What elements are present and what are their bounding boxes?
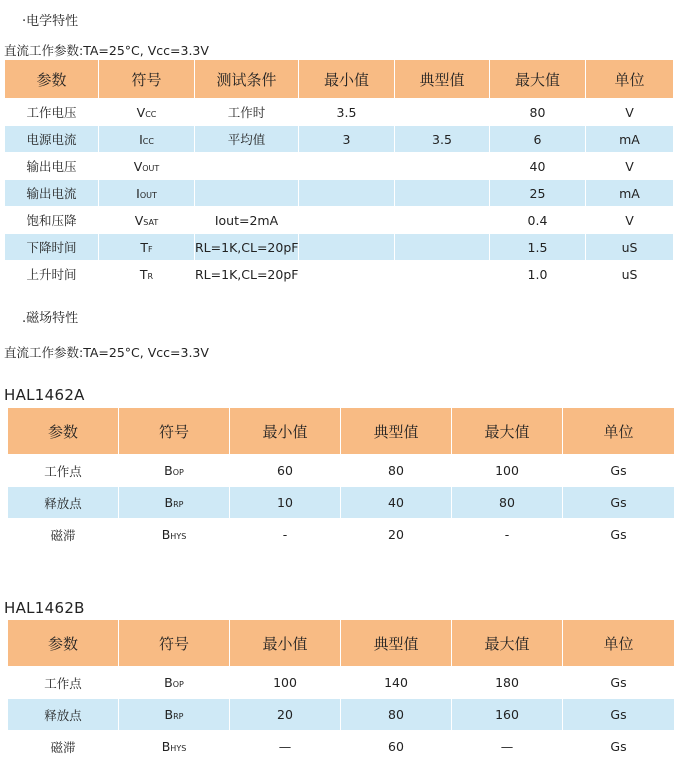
unit-cell: Gs: [563, 487, 675, 519]
symbol-letter: B: [164, 463, 173, 478]
typ-cell: 80: [341, 455, 452, 487]
typ-cell: [395, 153, 490, 180]
min-cell: -: [230, 519, 341, 551]
symbol-subscript: CC: [142, 136, 154, 146]
unit-cell: V: [586, 207, 674, 234]
header-cell: 最小值: [299, 60, 395, 99]
max-cell: 0.4: [490, 207, 586, 234]
max-cell: —: [452, 731, 563, 763]
cond-cell: RL=1K,CL=20pF: [195, 234, 299, 261]
table-row: [5, 234, 674, 261]
max-cell: 25: [490, 180, 586, 207]
symbol-subscript: OUT: [142, 163, 160, 173]
unit-cell: V: [586, 99, 674, 126]
symbol-subscript: RP: [173, 500, 184, 509]
unit-cell: uS: [586, 261, 674, 288]
table-row: [8, 487, 675, 519]
header-cell: 最大值: [490, 60, 586, 99]
header-cell: 参数: [8, 620, 119, 667]
min-cell: [299, 234, 395, 261]
min-cell: 3.5: [299, 99, 395, 126]
electrical-heading: ·电学特性: [22, 14, 79, 29]
param-cell: 工作点: [8, 455, 119, 487]
header-cell: 最小值: [230, 408, 341, 455]
typ-cell: 60: [341, 731, 452, 763]
unit-cell: Gs: [563, 731, 675, 763]
max-cell: 40: [490, 153, 586, 180]
typ-cell: 20: [341, 519, 452, 551]
hal1462a-title: HAL1462A: [4, 386, 85, 404]
header-cell: 符号: [119, 408, 230, 455]
typ-cell: [395, 207, 490, 234]
typ-cell: [395, 261, 490, 288]
typ-cell: 140: [341, 667, 452, 699]
symbol-cell: [99, 234, 195, 261]
unit-cell: Gs: [563, 699, 675, 731]
unit-cell: Gs: [563, 455, 675, 487]
typ-cell: [395, 99, 490, 126]
symbol-subscript: RP: [173, 712, 184, 721]
min-cell: [299, 180, 395, 207]
cond-cell: Iout=2mA: [195, 207, 299, 234]
param-cell: 电源电流: [5, 126, 99, 153]
symbol-subscript: CC: [145, 109, 157, 119]
param-cell: 工作电压: [5, 99, 99, 126]
max-cell: 1.0: [490, 261, 586, 288]
typ-cell: [395, 180, 490, 207]
symbol-cell: [119, 731, 230, 763]
symbol-letter: V: [133, 158, 143, 174]
symbol-letter: V: [134, 212, 144, 228]
magnetic-heading: .磁场特性: [22, 311, 79, 326]
min-cell: 60: [230, 455, 341, 487]
min-cell: —: [230, 731, 341, 763]
unit-cell: uS: [586, 234, 674, 261]
table-row: [5, 261, 674, 288]
symbol-cell: [119, 487, 230, 519]
symbol-letter: V: [136, 104, 146, 120]
param-cell: 下降时间: [5, 234, 99, 261]
symbol-cell: [119, 699, 230, 731]
max-cell: 80: [452, 487, 563, 519]
header-cell: 最大值: [452, 620, 563, 667]
cond-cell: 工作时: [195, 99, 299, 126]
table-row: [8, 455, 675, 487]
table-header-row: [8, 620, 675, 667]
header-cell: 典型值: [341, 620, 452, 667]
table-header-row: [5, 60, 674, 99]
symbol-subscript: HYS: [170, 744, 187, 753]
hal1462b-title: HAL1462B: [4, 599, 85, 617]
cond-cell: [195, 180, 299, 207]
header-cell: 单位: [563, 620, 675, 667]
symbol-cell: [99, 99, 195, 126]
symbol-subscript: SAT: [143, 217, 159, 227]
hal1462a-table-body: [8, 455, 675, 551]
max-cell: 80: [490, 99, 586, 126]
symbol-cell: [119, 519, 230, 551]
typ-cell: 40: [341, 487, 452, 519]
header-cell: 单位: [563, 408, 675, 455]
symbol-subscript: HYS: [170, 532, 187, 541]
table-row: [5, 126, 674, 153]
symbol-cell: [99, 153, 195, 180]
table-row: [5, 153, 674, 180]
symbol-letter: I: [136, 185, 140, 201]
table-row: [8, 667, 675, 699]
min-cell: 100: [230, 667, 341, 699]
param-cell: 释放点: [8, 487, 119, 519]
min-cell: 10: [230, 487, 341, 519]
symbol-cell: [99, 207, 195, 234]
table-row: [5, 207, 674, 234]
symbol-cell: [119, 667, 230, 699]
header-cell: 参数: [8, 408, 119, 455]
magnetic-conditions: 直流工作参数:TA=25°C, Vcc=3.3V: [4, 345, 209, 360]
symbol-subscript: OP: [172, 468, 184, 477]
symbol-subscript: OUT: [139, 190, 157, 200]
header-cell: 最小值: [230, 620, 341, 667]
unit-cell: mA: [586, 126, 674, 153]
hal1462b-table-body: [8, 667, 675, 763]
symbol-letter: B: [161, 527, 171, 542]
min-cell: [299, 153, 395, 180]
param-cell: 磁滞: [8, 519, 119, 551]
table-row: [5, 180, 674, 207]
unit-cell: V: [586, 153, 674, 180]
max-cell: -: [452, 519, 563, 551]
typ-cell: 80: [341, 699, 452, 731]
hal1462b-table: [7, 619, 675, 763]
symbol-cell: [119, 455, 230, 487]
header-cell: 符号: [99, 60, 195, 99]
min-cell: [299, 261, 395, 288]
min-cell: 20: [230, 699, 341, 731]
symbol-subscript: R: [147, 271, 154, 281]
cond-cell: [195, 153, 299, 180]
max-cell: 180: [452, 667, 563, 699]
param-cell: 工作点: [8, 667, 119, 699]
electrical-table-body: [5, 99, 674, 288]
table-row: [5, 99, 674, 126]
symbol-letter: B: [164, 495, 174, 510]
max-cell: 100: [452, 455, 563, 487]
symbol-cell: [99, 180, 195, 207]
param-cell: 释放点: [8, 699, 119, 731]
min-cell: [299, 207, 395, 234]
param-cell: 输出电流: [5, 180, 99, 207]
cond-cell: 平均值: [195, 126, 299, 153]
electrical-table: [4, 59, 674, 288]
header-cell: 典型值: [395, 60, 490, 99]
unit-cell: Gs: [563, 667, 675, 699]
typ-cell: 3.5: [395, 126, 490, 153]
header-cell: 测试条件: [195, 60, 299, 99]
symbol-letter: T: [139, 266, 148, 282]
max-cell: 6: [490, 126, 586, 153]
typ-cell: [395, 234, 490, 261]
unit-cell: mA: [586, 180, 674, 207]
header-cell: 符号: [119, 620, 230, 667]
param-cell: 饱和压降: [5, 207, 99, 234]
cond-cell: RL=1K,CL=20pF: [195, 261, 299, 288]
param-cell: 磁滞: [8, 731, 119, 763]
header-cell: 单位: [586, 60, 674, 99]
param-cell: 输出电压: [5, 153, 99, 180]
table-header-row: [8, 408, 675, 455]
max-cell: 1.5: [490, 234, 586, 261]
min-cell: 3: [299, 126, 395, 153]
table-row: [8, 731, 675, 763]
electrical-conditions: 直流工作参数:TA=25°C, Vcc=3.3V: [4, 43, 209, 58]
symbol-cell: [99, 126, 195, 153]
table-row: [8, 519, 675, 551]
max-cell: 160: [452, 699, 563, 731]
symbol-cell: [99, 261, 195, 288]
symbol-letter: B: [164, 707, 174, 722]
symbol-letter: T: [140, 239, 149, 255]
symbol-subscript: F: [148, 244, 153, 254]
header-cell: 典型值: [341, 408, 452, 455]
header-cell: 最大值: [452, 408, 563, 455]
hal1462a-table: [7, 407, 675, 551]
symbol-letter: B: [164, 675, 173, 690]
unit-cell: Gs: [563, 519, 675, 551]
header-cell: 参数: [5, 60, 99, 99]
symbol-letter: B: [161, 739, 171, 754]
symbol-letter: I: [139, 131, 143, 147]
symbol-subscript: OP: [172, 680, 184, 689]
param-cell: 上升时间: [5, 261, 99, 288]
table-row: [8, 699, 675, 731]
